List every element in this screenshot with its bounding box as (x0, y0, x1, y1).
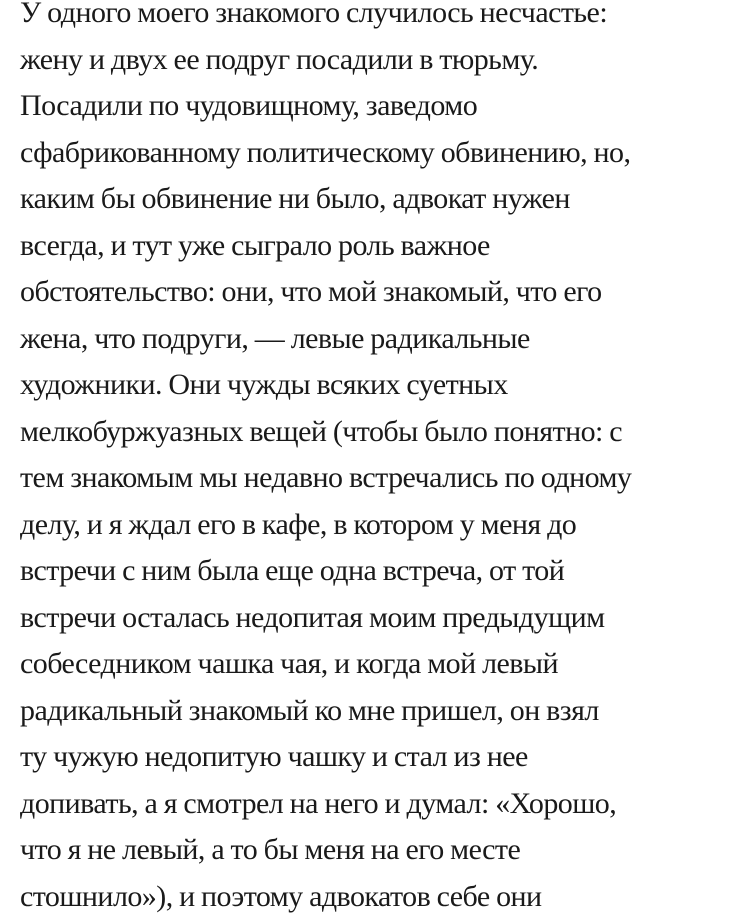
text-line: мелкобуржуазных вещей (чтобы было понятно: с (20, 409, 745, 456)
text-line: допивать, а я смотрел на него и думал: «Хорошо, (20, 781, 745, 828)
text-line: жена, что подруги, — левые радикальные (20, 316, 745, 363)
text-line: обстоятельство: они, что мой знакомый, что его (20, 269, 745, 316)
text-line: жену и двух ее подруг посадили в тюрьму. (20, 37, 745, 84)
text-line: У одного моего знакомого случилось несчастье: (20, 0, 745, 37)
text-line: встречи с ним была еще одна встреча, от той (20, 548, 745, 595)
text-line: делу, и я ждал его в кафе, в котором у меня до (20, 502, 745, 549)
text-line: сфабрикованному политическому обвинению, но, (20, 130, 745, 177)
text-line: каким бы обвинение ни было, адвокат нужен (20, 176, 745, 223)
text-line: встречи осталась недопитая моим предыдущим (20, 595, 745, 642)
text-line: художники. Они чужды всяких суетных (20, 362, 745, 409)
article-body (20, 0, 745, 920)
text-line: тем знакомым мы недавно встречались по одному (20, 455, 745, 502)
text-line: Посадили по чудовищному, заведомо (20, 83, 745, 130)
text-line: всегда, и тут уже сыграло роль важное (20, 223, 745, 270)
text-line: что я не левый, а то бы меня на его месте (20, 827, 745, 874)
text-line: ту чужую недопитую чашку и стал из нее (20, 734, 745, 781)
text-line: собеседником чашка чая, и когда мой левый (20, 641, 745, 688)
text-line: стошнило»), и поэтому адвокатов себе они (20, 874, 745, 920)
text-line: радикальный знакомый ко мне пришел, он взял (20, 688, 745, 735)
